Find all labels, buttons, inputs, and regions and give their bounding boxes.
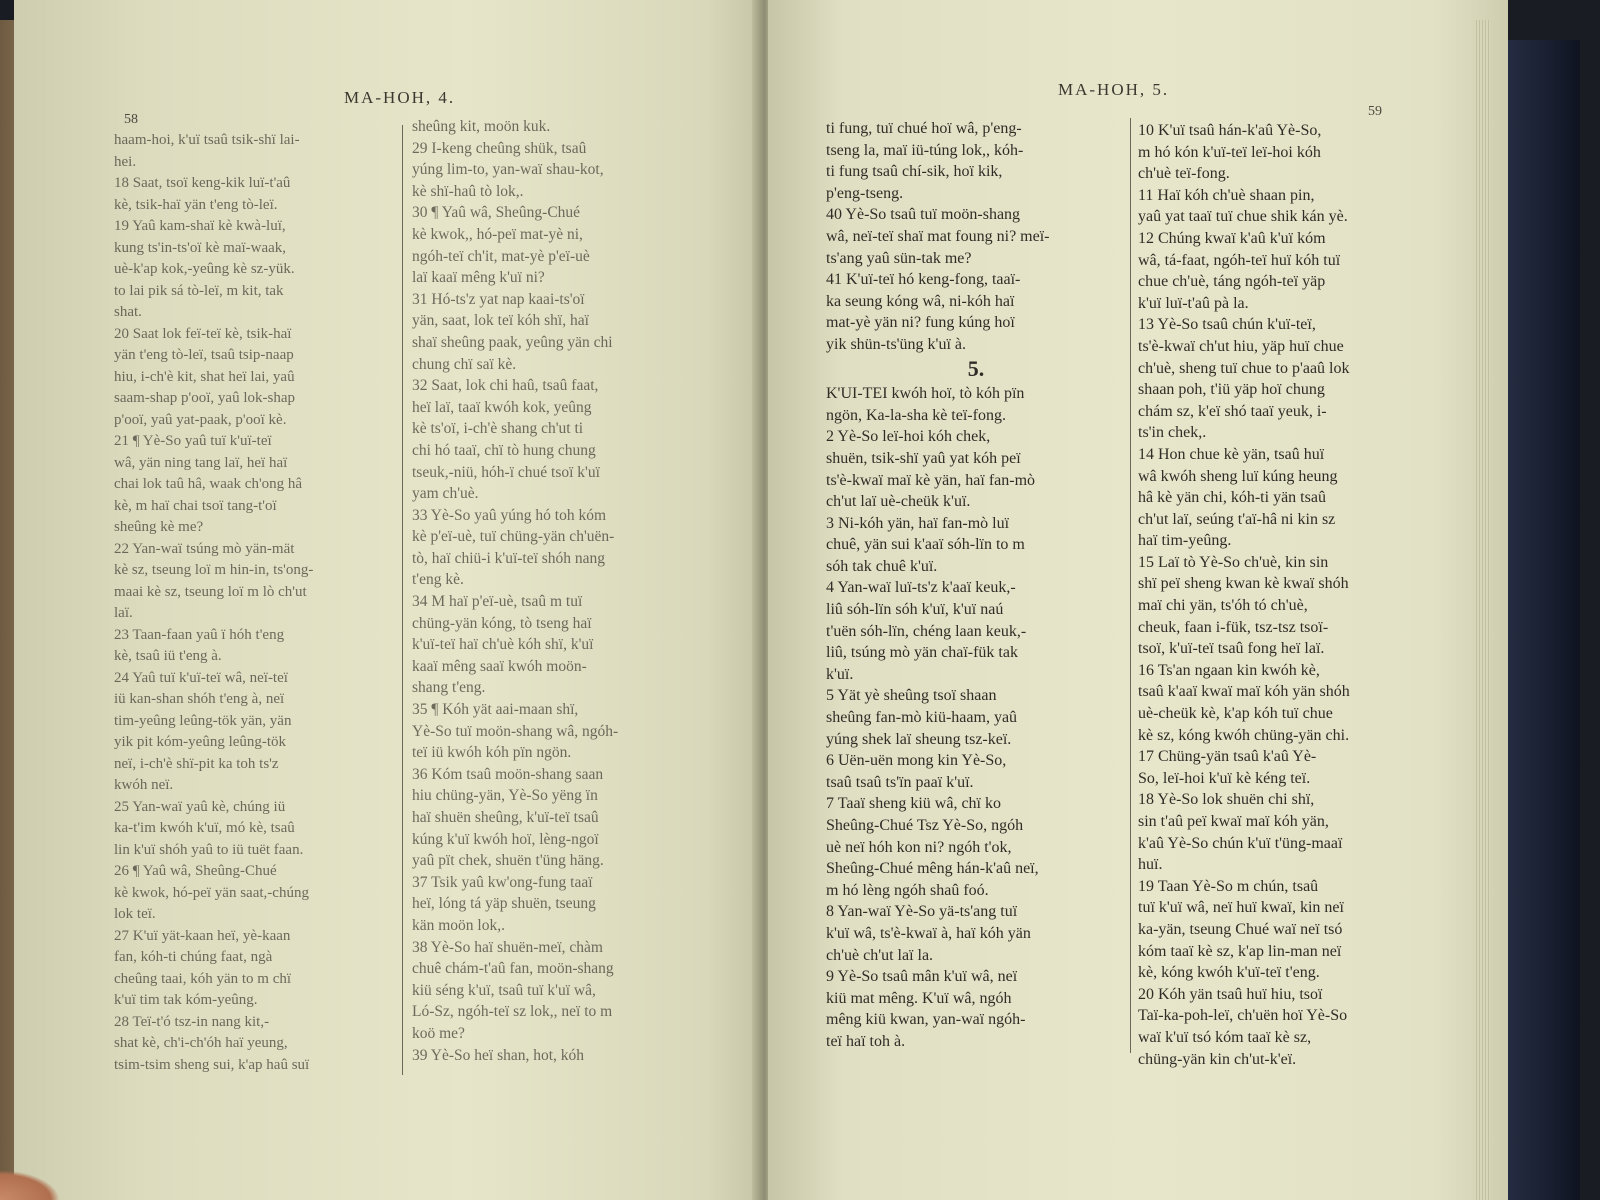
text-line: tseuk,-niü, hóh-ï chué tsoï k'uï bbox=[412, 463, 600, 481]
text-line: 37 Tsik yaû kw'ong-fung taaï bbox=[412, 873, 593, 891]
text-line: yän t'eng tò-leï, tsaû tsip-naap bbox=[114, 347, 294, 363]
text-line: 17 Chüng-yän tsaû k'aû Yè- bbox=[1138, 748, 1317, 766]
text-line: to lai pik sá tò-leï, m kit, tak bbox=[114, 282, 284, 299]
text-line: 26 ¶ Yaû wâ, Sheûng-Chué bbox=[114, 863, 277, 879]
text-line: sin t'aû peï kwaï maï kóh yän, bbox=[1138, 813, 1329, 830]
text-line: 10 K'uï tsaû hán-k'aû Yè-So, bbox=[1138, 122, 1322, 139]
text-line: kiü séng k'uï, tsaû tuï k'uï wâ, bbox=[412, 981, 596, 999]
text-line: lok teï. bbox=[114, 906, 156, 922]
text-line: k'uï-teï haï ch'uè kóh shï, k'uï bbox=[412, 636, 594, 654]
chapter-number: 5. bbox=[967, 355, 985, 381]
text-line: 36 Kóm tsaû moön-shang saan bbox=[412, 765, 604, 783]
text-line: chám sz, k'eï shó taaï yeuk, i- bbox=[1138, 402, 1327, 420]
text-line: 21 ¶ Yè-So yaû tuï k'uï-teï bbox=[114, 433, 272, 449]
text-line: chai lok taû hâ, waak ch'ong hâ bbox=[114, 476, 303, 492]
text-line: 35 ¶ Kóh yät aai-maan shï, bbox=[412, 701, 579, 719]
text-line: haam-hoi, k'uï tsaû tsik-shï lai- bbox=[114, 132, 300, 148]
text-line: wâ, neï-teï shaï mat foung ni? meï- bbox=[826, 227, 1050, 245]
right-column-1 bbox=[826, 118, 1126, 1053]
text-line: tuï k'uï wâ, neï huï kwaï, kin neï bbox=[1138, 899, 1344, 917]
text-line: ka-t'im kwóh k'uï, mó kè, tsaû bbox=[114, 820, 295, 836]
text-line: liû, tsúng mò yän chaï-fük tak bbox=[826, 644, 1018, 662]
text-line: kän moön lok,. bbox=[412, 916, 505, 934]
text-line: 27 K'uï yät-kaan heï, yè-kaan bbox=[114, 927, 291, 944]
text-line: kaaï mêng saaï kwóh moön- bbox=[412, 657, 587, 675]
text-line: shï peï sheng kwan kè kwaï shóh bbox=[1138, 575, 1349, 593]
text-line: yaû yat taaï tuï chue shik kán yè. bbox=[1138, 208, 1348, 226]
text-line: kè, kóng kwóh k'uï-teï t'eng. bbox=[1138, 964, 1320, 982]
text-line: tim-yeûng leûng-tök yän, yän bbox=[114, 712, 292, 729]
text-line: kwóh neï. bbox=[114, 777, 174, 793]
text-line: 18 Saat, tsoï keng-kik luï-t'aû bbox=[114, 175, 291, 191]
text-line: 28 Teï-t'ó tsz-in nang kit,- bbox=[114, 1013, 270, 1030]
text-line: ch'uè teï-fong. bbox=[1138, 165, 1230, 183]
left-page-header: MA-HOH, 4. bbox=[344, 88, 456, 107]
text-line: 11 Haï kóh ch'uè shaan pin, bbox=[1138, 186, 1315, 204]
text-line: yik pit kóm-yeûng leûng-tök bbox=[114, 734, 287, 750]
column-rule-left bbox=[402, 125, 403, 1075]
text-line: ch'uè ch'ut laï la. bbox=[826, 946, 934, 964]
text-line: 23 Taan-faan yaû ï hóh t'eng bbox=[114, 626, 285, 643]
text-line: maï chi yän, ts'óh tó ch'uè, bbox=[1138, 597, 1308, 615]
text-line: kè ts'oï, i-ch'è shang ch'ut ti bbox=[412, 420, 584, 438]
text-line: 31 Hó-ts'z yat nap kaai-ts'oï bbox=[412, 290, 585, 308]
text-line: ngóh-teï ch'it, mat-yè p'eï-uè bbox=[412, 247, 590, 265]
text-line: lin k'uï shóh yaû to iü tuët faan. bbox=[114, 841, 304, 858]
text-line: saam-shap p'ooï, yaû lok-shap bbox=[114, 390, 295, 406]
text-line: k'aû Yè-So chún k'uï t'üng-maaï bbox=[1138, 834, 1343, 852]
text-line: wâ, tá-faat, ngóh-teï huï kóh tuï bbox=[1138, 251, 1341, 269]
text-line: neï, i-ch'è shï-pit ka toh ts'z bbox=[114, 755, 279, 772]
text-line: ts'ang yaû sün-tak me? bbox=[826, 249, 972, 267]
text-line: shang t'eng. bbox=[412, 679, 486, 697]
text-line: t'uën sóh-lïn, chéng laan keuk,- bbox=[826, 622, 1027, 640]
text-line: sheûng kè me? bbox=[114, 519, 204, 535]
text-line: shaan poh, t'iü yäp hoï chung bbox=[1138, 381, 1325, 399]
text-line: tseng la, maï iü-túng lok,, kóh- bbox=[826, 141, 1024, 159]
text-line: sóh tak chuê k'uï. bbox=[826, 557, 938, 575]
text-line: Ló-Sz, ngóh-teï sz lok,, neï to m bbox=[412, 1003, 613, 1021]
right-page-header: MA-HOH, 5. bbox=[1058, 80, 1170, 99]
text-line: shat. bbox=[114, 304, 142, 320]
text-line: chi hó taaï, chï tò hung chung bbox=[412, 441, 596, 459]
text-line: p'ooï, yaû yat-paak, p'ooï kè. bbox=[114, 411, 287, 428]
text-line: 30 ¶ Yaû wâ, Sheûng-Chué bbox=[412, 204, 581, 222]
text-line: wâ kwóh sheng luï kúng heung bbox=[1138, 467, 1338, 485]
text-line: Yè-So tuï moön-shang wâ, ngóh- bbox=[412, 722, 619, 740]
text-line: cheuk, faan i-fük, tsz-tsz tsoï- bbox=[1138, 618, 1329, 636]
text-line: 25 Yan-waï yaû kè, chúng iü bbox=[114, 798, 286, 815]
text-line: yúng shek laï sheung tsz-keï. bbox=[826, 730, 1012, 748]
text-line: sheûng fan-mò kiü-haam, yaû bbox=[826, 709, 1018, 727]
text-line: tò, haï chiü-i k'uï-teï shóh nang bbox=[412, 549, 606, 567]
text-line: 8 Yan-waï Yè-So yä-ts'ang tuï bbox=[826, 903, 1018, 921]
page-edges bbox=[1474, 20, 1490, 1200]
text-line: kè shï-haû tò lok,. bbox=[412, 182, 524, 200]
text-line: t'eng kè. bbox=[412, 571, 464, 589]
text-line: tsaû k'aaï kwaï maï kóh yän shóh bbox=[1138, 683, 1350, 701]
text-line: kúng k'uï kwóh hoï, lèng-ngoï bbox=[412, 830, 599, 848]
text-line: ti fung tsaû chí-sik, hoï kik, bbox=[826, 163, 1003, 181]
text-line: kóm taaï kè sz, k'ap lin-man neï bbox=[1138, 942, 1342, 960]
text-line: ka seung kóng wâ, ni-kóh haï bbox=[826, 292, 1015, 310]
left-page-number: 58 bbox=[124, 112, 138, 127]
text-line: 9 Yè-So tsaû mân k'uï wâ, neï bbox=[826, 968, 1018, 986]
text-line: 12 Chúng kwaï k'aû k'uï kóm bbox=[1138, 229, 1326, 247]
text-line: Sheûng-Chué mêng hán-k'aû neï, bbox=[826, 860, 1039, 878]
text-line: 15 Laï tò Yè-So ch'uè, kin sin bbox=[1138, 553, 1329, 571]
text-line: koö me? bbox=[412, 1024, 465, 1042]
text-line: 19 Taan Yè-So m chún, tsaû bbox=[1138, 877, 1319, 895]
text-line: waï k'uï tsó kóm taaï kè sz, bbox=[1138, 1028, 1312, 1046]
text-line: chue ch'uè, táng ngóh-teï yäp bbox=[1138, 273, 1326, 291]
text-line: teï iü kwóh kóh pïn ngön. bbox=[412, 744, 572, 762]
text-line: ts'in chek,. bbox=[1138, 424, 1207, 442]
text-line: kè sz, kóng kwóh chüng-yän chi. bbox=[1138, 726, 1350, 744]
text-line: yän, saat, lok teï kóh shï, haï bbox=[412, 312, 589, 330]
text-line: 32 Saat, lok chi haû, tsaû faat, bbox=[412, 377, 599, 395]
text-line: chuê chám-t'aû fan, moön-shang bbox=[412, 960, 614, 978]
text-line: hiu, i-ch'è kit, shat heï lai, yaû bbox=[114, 368, 295, 385]
text-line: 14 Hon chue kè yän, tsaû huï bbox=[1138, 445, 1325, 463]
text-line: kè sz, tseung loï m hin-in, ts'ong- bbox=[114, 562, 314, 578]
text-line: 16 Ts'an ngaan kin kwóh kè, bbox=[1138, 661, 1320, 679]
text-line: hei. bbox=[114, 153, 137, 170]
text-line: m hó kón k'uï-teï leï-hoi kóh bbox=[1138, 143, 1321, 161]
text-line: chüng-yän kóng, tò tseng haï bbox=[412, 614, 592, 632]
text-line: 19 Yaû kam-shaï kè kwà-luï, bbox=[114, 218, 286, 234]
text-line: ch'uè, sheng tuï chue to p'aaû lok bbox=[1138, 359, 1350, 377]
text-line: kè, tsaû iü t'eng à. bbox=[114, 648, 222, 664]
text-line: ti fung, tuï chué hoï wâ, p'eng- bbox=[826, 120, 1022, 137]
text-line: yaû pït chek, shuën t'üng häng. bbox=[412, 852, 604, 870]
text-line: 6 Uën-uën mong kin Yè-So, bbox=[826, 752, 1007, 770]
text-line: ngön, Ka-la-sha kè teï-fong. bbox=[826, 406, 1006, 424]
text-line: k'uï luï-t'aû pà la. bbox=[1138, 294, 1249, 312]
text-line: kè p'eï-uè, tuï chüng-yän ch'uën- bbox=[412, 528, 615, 546]
text-line: hâ kè yän chi, kóh-ti yän tsaû bbox=[1138, 489, 1326, 507]
text-line: kè, tsik-haï yän t'eng tò-leï. bbox=[114, 196, 278, 213]
text-line: k'uï wâ, ts'è-kwaï à, haï kóh yän bbox=[826, 924, 1031, 942]
text-line: kè, m haï chai tsoï tang-t'oï bbox=[114, 497, 277, 514]
text-line: kè kwok, hó-peï yän saat,-chúng bbox=[114, 884, 309, 901]
right-column-2 bbox=[1138, 120, 1468, 1070]
text-line: fan, kóh-ti chúng faat, ngà bbox=[114, 949, 273, 965]
text-line: shuën, tsik-shï yaû yat kóh peï bbox=[826, 449, 1021, 467]
text-line: wâ, yän ning tang laï, heï haï bbox=[114, 454, 288, 471]
text-line: cheûng taai, kóh yän to m chï bbox=[114, 970, 292, 987]
text-line: 22 Yan-waï tsúng mò yän-mät bbox=[114, 540, 295, 557]
text-line: 20 Saat lok feï-teï kè, tsik-haï bbox=[114, 325, 292, 342]
text-line: Taï-ka-poh-leï, ch'uën hoï Yè-So bbox=[1138, 1007, 1348, 1025]
text-line: p'eng-tseng. bbox=[826, 184, 904, 202]
text-line: 24 Yaû tuï k'uï-teï wâ, neï-teï bbox=[114, 669, 288, 686]
text-line: ts'è-kwaï ch'ut hiu, yäp huï chue bbox=[1138, 337, 1344, 355]
text-line: tsaû tsaû ts'ïn paaï k'uï. bbox=[826, 773, 974, 791]
text-line: 3 Ni-kóh yän, haï fan-mò luï bbox=[826, 514, 1010, 532]
text-line: 41 K'uï-teï hó keng-fong, taaï- bbox=[826, 271, 1021, 289]
text-line: 5 Yät yè sheûng tsoï shaan bbox=[826, 687, 997, 705]
text-line: kiü mat mêng. K'uï wâ, ngóh bbox=[826, 989, 1012, 1007]
text-line: maai kè sz, tseung loï m lò ch'ut bbox=[114, 583, 307, 600]
text-line: mat-yè yän ni? fung kúng hoï bbox=[826, 314, 1015, 332]
column-rule-right bbox=[1130, 118, 1131, 1053]
right-page bbox=[768, 0, 1508, 1200]
text-line: shat kè, ch'i-ch'óh haï yeung, bbox=[114, 1035, 288, 1051]
text-line: heï, lóng tá yäp shuën, tseung bbox=[412, 895, 596, 913]
text-line: kung ts'in-ts'oï kè maï-waak, bbox=[114, 239, 287, 256]
text-line: 33 Yè-So yaû yúng hó toh kóm bbox=[412, 506, 607, 524]
text-line: heï laï, taaï kwóh kok, yeûng bbox=[412, 398, 592, 416]
text-line: chuê, yän sui k'aaï sóh-lïn to m bbox=[826, 536, 1025, 554]
text-line: 20 Kóh yän tsaû huï hiu, tsoï bbox=[1138, 985, 1323, 1003]
text-line: 29 I-keng cheûng shük, tsaû bbox=[412, 139, 587, 157]
text-line: uè-cheük kè, k'ap kóh tuï chue bbox=[1138, 705, 1333, 723]
text-line: teï haï toh à. bbox=[826, 1032, 906, 1050]
text-line: k'uï tim tak kóm-yeûng. bbox=[114, 992, 258, 1008]
text-line: 39 Yè-So heï shan, hot, kóh bbox=[412, 1046, 585, 1064]
text-line: k'uï. bbox=[826, 665, 854, 683]
text-line: Sheûng-Chué Tsz Yè-So, ngóh bbox=[826, 817, 1024, 834]
text-line: 7 Taaï sheng kiü wâ, chï ko bbox=[826, 795, 1001, 813]
text-line: K'UI-TEI kwóh hoï, tò kóh pïn bbox=[826, 385, 1025, 403]
text-line: 38 Yè-So haï shuën-meï, chàm bbox=[412, 938, 603, 956]
left-column-1 bbox=[114, 130, 394, 1076]
text-line: yam ch'uè. bbox=[412, 485, 479, 503]
text-line: uè-k'ap kok,-yeûng kè sz-yük. bbox=[114, 261, 295, 277]
text-line: haï tim-yeûng. bbox=[1138, 532, 1232, 550]
text-line: 4 Yan-waï luï-ts'z k'aaï keuk,- bbox=[826, 579, 1016, 597]
text-line: m hó lèng ngóh shaû foó. bbox=[826, 881, 989, 899]
text-line: tsim-tsim sheng sui, k'ap haû suï bbox=[114, 1056, 310, 1073]
text-line: 34 M haï p'eï-uè, tsaû m tuï bbox=[412, 593, 583, 611]
text-line: sheûng kit, moön kuk. bbox=[412, 118, 551, 135]
text-line: haï shuën sheûng, k'uï-teï tsaû bbox=[412, 809, 599, 826]
text-line: shaï sheûng paak, yeûng yän chi bbox=[412, 333, 613, 351]
text-line: ts'è-kwaï maï kè yän, haï fan-mò bbox=[826, 471, 1036, 489]
text-line: 18 Yè-So lok shuën chi shï, bbox=[1138, 791, 1315, 809]
text-line: liû sóh-lïn sóh k'uï, k'uï naú bbox=[826, 601, 1004, 619]
text-line: laï kaaï mêng k'uï ni? bbox=[412, 269, 545, 287]
text-line: uè neï hóh kon ni? ngóh t'ok, bbox=[826, 838, 1012, 856]
text-line: 40 Yè-So tsaû tuï moön-shang bbox=[826, 206, 1021, 224]
text-line: So, leï-hoi k'uï kè kéng teï. bbox=[1138, 769, 1311, 787]
text-line: ch'ut laï, seúng t'aï-hâ ni kin sz bbox=[1138, 510, 1336, 528]
text-line: iü kan-shan shóh t'eng à, neï bbox=[114, 691, 285, 707]
text-line: huï. bbox=[1138, 856, 1163, 874]
text-line: chung chï saï kè. bbox=[412, 355, 517, 373]
text-line: yúng lim-to, yan-waï shau-kot, bbox=[412, 161, 604, 179]
text-line: kè kwok,, hó-peï mat-yè ni, bbox=[412, 225, 583, 243]
text-line: hiu chüng-yän, Yè-So yëng ïn bbox=[412, 787, 598, 805]
text-line: 13 Yè-So tsaû chún k'uï-teï, bbox=[1138, 316, 1316, 334]
text-line: tsoï, k'uï-teï tsaû fong heï laï. bbox=[1138, 640, 1325, 658]
left-column-2 bbox=[412, 116, 712, 1066]
left-page bbox=[14, 0, 766, 1200]
text-line: 2 Yè-So leï-hoi kóh chek, bbox=[826, 428, 991, 446]
text-line: mêng kiü kwan, yan-waï ngóh- bbox=[826, 1011, 1026, 1029]
text-line: yik shün-ts'üng k'uï à. bbox=[826, 335, 966, 353]
right-page-number: 59 bbox=[1368, 104, 1382, 119]
finger-tip bbox=[0, 1170, 60, 1200]
text-line: chüng-yän kin ch'ut-k'eï. bbox=[1138, 1050, 1297, 1068]
text-line: laï. bbox=[114, 605, 133, 621]
text-line: ch'ut laï uè-cheük k'uï. bbox=[826, 493, 971, 511]
text-line: ka-yän, tseung Chué waï neï tsó bbox=[1138, 920, 1343, 938]
